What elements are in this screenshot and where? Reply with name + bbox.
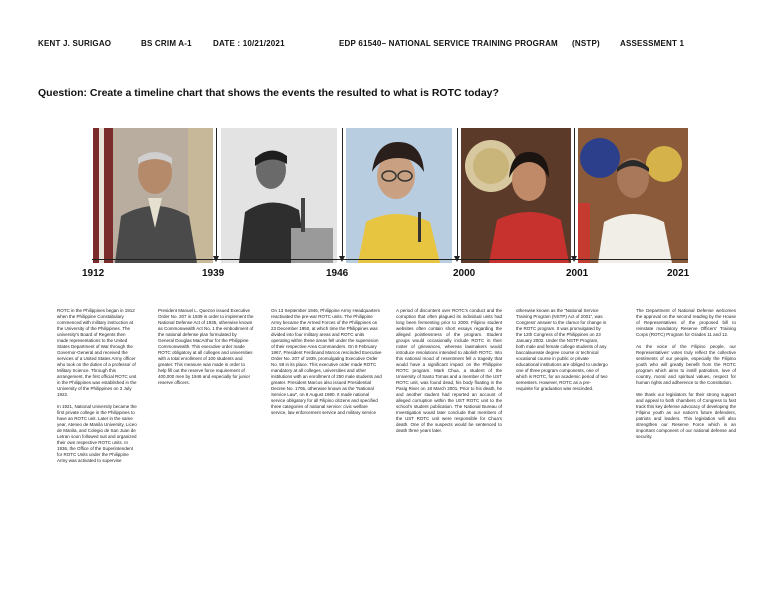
paragraph: In 1921, National University became the first private college in the Philippines to have an ROTC unit. Later in the same year, Ateneo de Manila University, Liceo de Manila, and Colegio de San Juan de Letran soon followed suit and organized their own respective ROTC units. In 1936, the Office of the Superintendent for ROTC Units under the Philippine Army was activated to supervise	[57, 404, 137, 463]
timeline-axis	[92, 259, 688, 260]
arrow-down-icon	[454, 256, 460, 262]
photo-1939	[221, 128, 337, 263]
arrow-down-icon	[339, 256, 345, 262]
arrow-down-icon	[213, 256, 219, 262]
year-label: 2000	[453, 268, 476, 279]
text-column-2021	[636, 308, 736, 446]
course-title: EDP 61540– NATIONAL SERVICE TRAINING PROGRAM	[339, 39, 558, 48]
course-acronym: (NSTP)	[572, 39, 600, 48]
paragraph: On 13 September 1946, Philippine Army Headquarters reactivated the pre-war ROTC units. The Philippine Army became the Armed Forces of the Philippines on 23 December 1950, at which time the Philippines was divided into four military areas and ROTC units operating within these areas fell under the supervision of their respective Area Commanders. On 8 February 1967, President Ferdinand Marcos rescinded Executive Order No. 207 of 1939, promulgating Executive Order No. 59 in its place. This executive order made ROTC mandatory at all colleges, universities and other institutions with an enrollment of 250 male students and greater. President Marcos also issued Presidential Decree No. 1706, otherwise known as the “National Service Law”, on 8 August 1980. It made national service obligatory for all Filipino citizens and specified three categories of national service: civic welfare service, law enforcement service and military service	[271, 308, 382, 415]
text-column-2000	[396, 308, 502, 440]
year-label: 2021	[667, 268, 690, 279]
question-heading: Question: Create a timeline chart that shows the events the resulted to what is ROTC today?	[38, 87, 499, 99]
paragraph: otherwise known as the “National Service Training Program (NSTP) Act of 2001”, was Congress’ answer to the clamor for change in the ROTC program. It was promulgated by the 12th Congress of the Philippines on 23 January 2002. Under the NSTP Program, both male and female college students of any baccalaureate degree course or technical vocational course in public or private educational institutions are obliged to undergo one of three program components, one of which is ROTC, for an academic period of two semesters. However, ROTC as a pre-requisite for graduation was rescinded.	[516, 308, 608, 391]
photo-2021	[578, 128, 688, 263]
text-column-2001	[516, 308, 608, 398]
text-column-1912	[57, 308, 137, 470]
timeline-divider	[457, 128, 458, 258]
year-label: 2001	[566, 268, 589, 279]
year-label: 1912	[82, 268, 105, 279]
student-section: BS CRIM A-1	[141, 39, 192, 48]
timeline-divider	[574, 128, 575, 258]
paragraph: ROTC in the Philippines began in 1912 when the Philippine Constabulary commenced with military instruction at the University of the Philippines. The university’s Board of Regents then made representations to the United States Department of War through the Governor-General and received the services of a United States Army officer who took on the duties of a professor of Military Science. Through this arrangement, the first official ROTC unit in the Philippines was established in the University of the Philippines on 3 July 1922.	[57, 308, 137, 397]
paragraph: President Manuel L. Quezon issued Executive Order No. 207 in 1939 in order to implement the National Defense Act of 1935, otherwise known as Commonwealth Act No. 1 the embodiment of the national defense plan formulated by General Douglas MacArthur for the Philippine Commonwealth. This executive order made ROTC obligatory at all colleges and universities with a total enrollment of 100 students and greater. This measure was made in order to help fill out the reserve force requirement of 400,000 men by 1946 and especially for junior reserve officers.	[158, 308, 254, 385]
text-column-1946	[271, 308, 383, 422]
photo-1912	[93, 128, 213, 263]
text-column-1939	[158, 308, 254, 392]
timeline-divider	[342, 128, 343, 258]
paragraph: We thank our legislators for their strong support and appeal to both chambers of Congress to fast track this key defense advocacy of developing the Filipino youth as our nation’s future defenders, patriots and leaders. This legislation will also strengthen our Reserve Force which is an important component of our national defense and security.	[636, 392, 736, 439]
year-label: 1939	[202, 268, 225, 279]
date-label: DATE : 10/21/2021	[213, 39, 285, 48]
arrow-down-icon	[571, 256, 577, 262]
paragraph: As the voice of the Filipino people, our Representatives’ votes truly reflect the collective sentiments of our people, especially the Filipino youth who will greatly benefit from the ROTC program which aims to instill patriotism, love of country, moral and spiritual values, respect for human rights and adherence to the Constitution.	[636, 344, 736, 385]
paragraph: A period of discontent over ROTC’s conduct and the corruption that often plagued its individual units had long been fermenting prior to 2000. Filipino student websites often contain short essays regarding the alleged pointlessness of the program. Student groups would occasionally include ROTC in their roster of grievances, whereas lawmakers would introduce resolutions intended to abolish ROTC. Into this national mood of resentment fell a tragedy that would have a significant impact on the Philippine ROTC program. Mark Chua, a student of the University of Santo Tomas and a member of the UST ROTC unit, was found dead, his body floating in the Pasig River on 18 March 2001. Prior to his death, he and another student had reported an account of alleged corruption within the UST ROTC unit to the school’s student publication. The National Bureau of Investigation would later conclude that members of the UST ROTC unit were responsible for Chua’s death. One of the suspects would be sentenced to death three years later.	[396, 308, 502, 433]
year-label: 1946	[326, 268, 349, 279]
assessment-label: ASSESSMENT 1	[620, 39, 685, 48]
photo-1946	[346, 128, 452, 263]
timeline-divider	[216, 128, 217, 258]
student-name: KENT J. SURIGAO	[38, 39, 112, 48]
paragraph: The Department of National Defense welcomes the approval on the second reading by the House of Representatives of the proposed bill to reinstate mandatory Reserve Officers’ Training Corps (ROTC) Program for Grades 11 and 12.	[636, 308, 736, 337]
photo-2000	[461, 128, 571, 263]
